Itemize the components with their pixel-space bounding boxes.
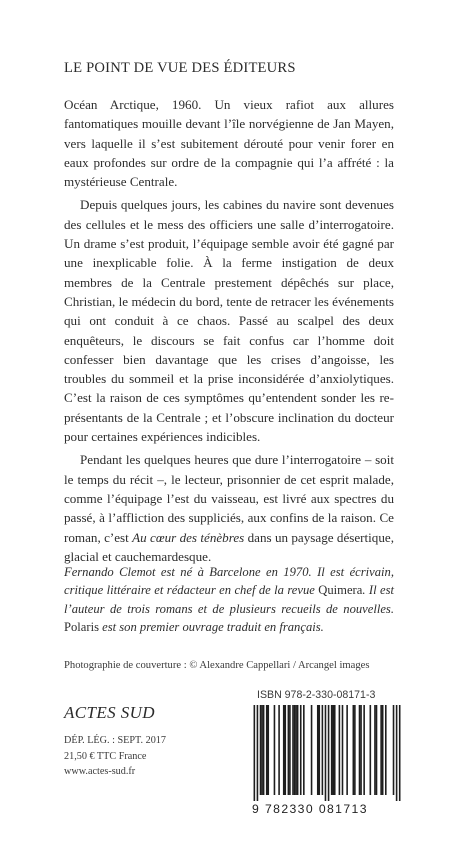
book-title: Polaris	[64, 620, 99, 635]
barcode-bar	[380, 705, 382, 795]
publication-info	[64, 733, 166, 780]
barcode-bar	[294, 705, 296, 795]
isbn: ISBN 978-2-330-08171-3	[257, 689, 376, 701]
author-bio	[64, 563, 394, 637]
website: www.actes-sud.fr	[64, 766, 136, 777]
author-bio-part-1: Fernando Clemot est né à Barcelone en 1970. Il est écrivain, critique littéraire et rédacteur en chef de la revue	[64, 565, 394, 598]
barcode-bar	[399, 705, 401, 801]
barcode-bar	[289, 705, 291, 795]
barcode-bar	[334, 705, 336, 795]
barcode-bar	[317, 705, 319, 795]
barcode-bar	[325, 705, 327, 801]
barcode-bar	[261, 705, 263, 795]
blurb-cited-title: Au cœur des ténèbres	[132, 529, 245, 545]
blurb-paragraph-3-tail: dans un paysage désertique, glacial et cauchemardesque.	[64, 529, 394, 564]
barcode-bar	[376, 705, 378, 795]
barcode-bar	[374, 705, 376, 795]
barcode-bar	[322, 705, 324, 795]
price: 21,50 € TTC France	[64, 750, 147, 762]
blurb-paragraph-2: Depuis quelques jours, les cabines du navire sont devenues des cellules et le mess des officiers une salle d’interrogatoire. Un drame s’est produit, l’équipage semble avoir été gagné par une inexplicable folie. À la ferme instigation de deux membres de la Centrale prestement dépêchés sur place, Christian, le médecin du bord, tente de retracer les événements qui ont conduit à ce chaos. Passé au scalpel des deux enquêteurs, le discours se fait confus car l’homme doit confesser bien davantage que les crises d’angoisse, les troubles du sommeil et la prise inconsidérée d’anxiolytiques. C’est la raison de ces symptômes qu’entendent sonder les représentants de la Centrale ; et l’obscure inclination du docteur pour certaines expériences indicibles.	[64, 197, 394, 445]
barcode-bar	[283, 705, 285, 795]
blurb	[64, 95, 394, 566]
barcode-bar	[385, 705, 387, 795]
barcode-bar	[354, 705, 356, 795]
barcode-bar	[274, 705, 276, 795]
blurb-paragraph-3	[64, 450, 394, 566]
barcode-bar	[292, 705, 294, 795]
barcode	[252, 705, 402, 816]
barcode-bar	[278, 705, 280, 795]
author-bio-part-2: . Il est l’auteur de trois romans et de plusieurs recueils de nouvelles.	[64, 583, 394, 616]
barcode-bar	[266, 705, 268, 795]
barcode-bar	[254, 705, 256, 801]
barcode-bar	[297, 705, 299, 795]
barcode-bar	[332, 705, 334, 795]
barcode-bar	[331, 705, 333, 795]
publisher-logo: ACTES SUD	[64, 703, 155, 722]
barcode-bar	[360, 705, 362, 795]
barcode-bar	[295, 705, 297, 795]
barcode-digits: 9 782330 081713	[252, 802, 368, 816]
barcode-bar	[370, 705, 372, 795]
barcode-bar	[353, 705, 355, 795]
barcode-bar	[257, 705, 259, 801]
barcode-bar	[393, 705, 395, 795]
barcode-bar	[311, 705, 313, 795]
legal-deposit: DÉP. LÉG. : SEPT. 2017	[64, 735, 166, 746]
journal-name: Quimera	[318, 583, 363, 598]
section-heading: LE POINT DE VUE DES ÉDITEURS	[64, 60, 296, 76]
author-bio-part-3: est son premier ouvrage traduit en français.	[98, 620, 324, 635]
barcode-bar	[288, 705, 290, 795]
barcode-bar	[339, 705, 341, 795]
barcode-bar	[260, 705, 262, 795]
barcode-bar	[396, 705, 398, 801]
barcode-bar	[303, 705, 305, 795]
photo-credit: Photographie de couverture : © Alexandre Cappellari / Arcangel images	[64, 660, 370, 671]
barcode-bar	[359, 705, 361, 795]
barcode-bar	[300, 705, 302, 795]
barcode-bar	[284, 705, 286, 795]
barcode-bar	[342, 705, 344, 795]
barcode-bar	[346, 705, 348, 795]
barcode-bar	[267, 705, 269, 795]
barcode-bars	[252, 705, 402, 801]
barcode-bar	[382, 705, 384, 795]
blurb-paragraph-1: Océan Arctique, 1960. Un vieux rafiot aux allures fantomatiques mouille devant l’île norvégienne de Jan Mayen, vers laquelle il s’est subitement dérouté pour venir forer en eaux profondes sur ordre de la compagnie qui l’a affrété : la mystérieuse Centrale.	[64, 97, 394, 190]
barcode-bar	[263, 705, 265, 795]
blurb-paragraph-3-text: Pendant les quelques heures que dure l’interrogatoire – soit le temps du récit –, le lecteur, prisonnier de cet esprit malade, comme l’équipage l’est du vaisseau, est livré aux spectres du passé, à l’affliction des suppliciés, aux confins de la raison. Ce roman, c’est	[64, 452, 394, 545]
barcode-bar	[363, 705, 365, 795]
barcode-bar	[328, 705, 330, 801]
barcode-bar	[318, 705, 320, 795]
